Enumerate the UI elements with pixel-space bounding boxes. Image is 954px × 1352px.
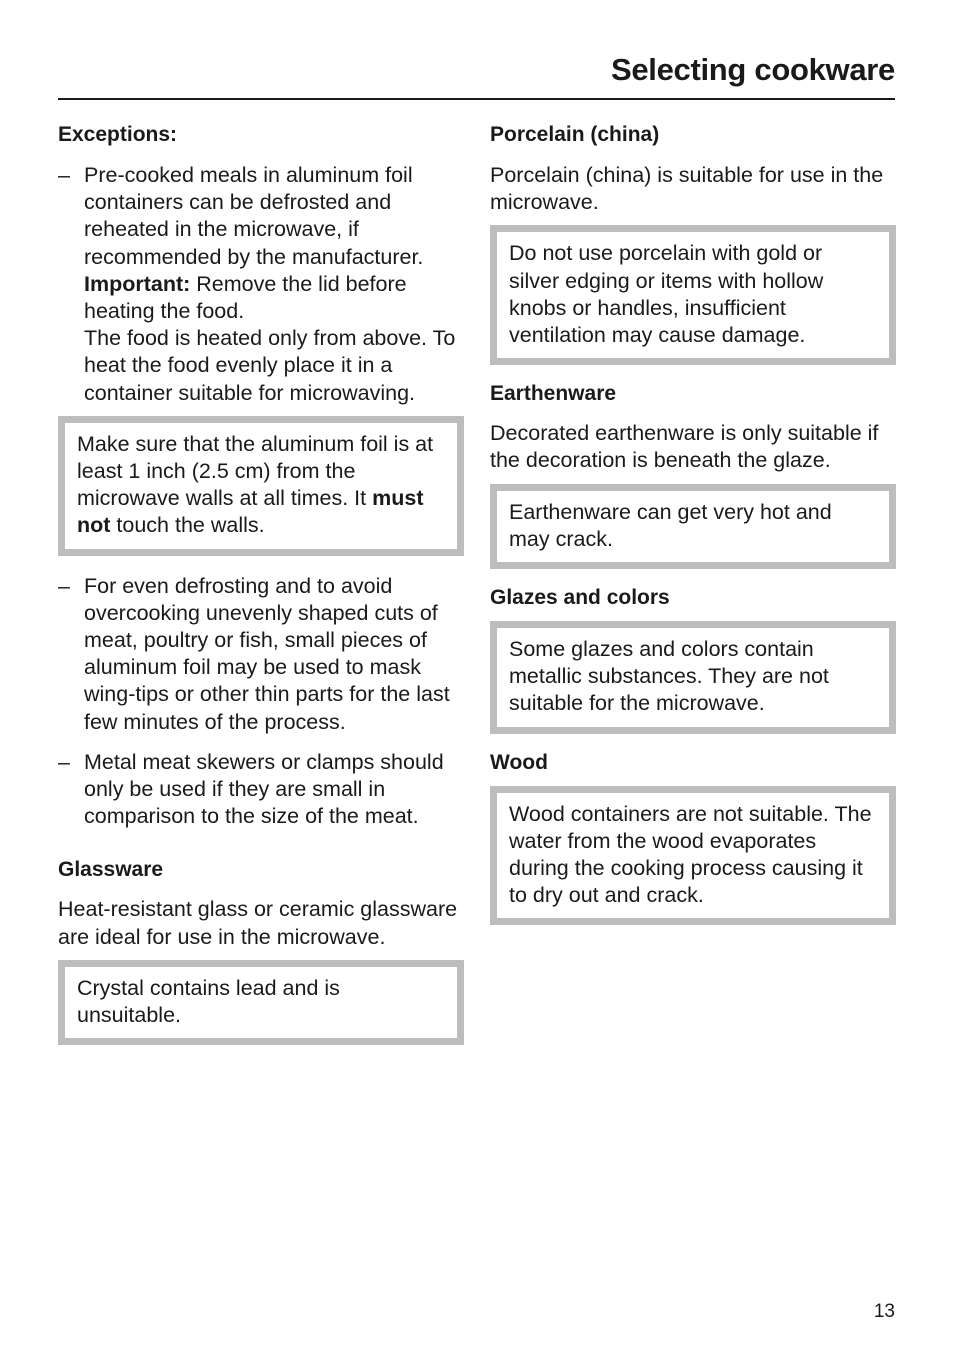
bullet-dash: – — [58, 749, 70, 774]
glassware-warning-box — [58, 960, 464, 1045]
note-text: Crystal contains lead and is unsuitable. — [77, 975, 340, 1028]
earthenware-warning-box — [490, 484, 896, 569]
exception-bullet-defrosting — [58, 573, 464, 736]
left-column — [58, 120, 464, 1045]
note-text: Do not use porcelain with gold or silver edging or items with hollow knobs or handles, insufficient ventilation may cause damage. — [509, 241, 824, 348]
earthenware-heading: Earthenware — [490, 382, 617, 406]
porcelain-text: Porcelain (china) is suitable for use in the microwave. — [490, 163, 884, 215]
note-emphasis: must not — [77, 486, 424, 538]
bullet-dash: – — [58, 573, 70, 598]
right-column — [490, 120, 896, 925]
porcelain-warning-box — [490, 225, 896, 365]
glassware-text: Heat-resistant glass or ceramic glassware are ideal for use in the microwave. — [58, 897, 458, 949]
glassware-heading: Glassware — [58, 858, 164, 882]
bullet-text: The food is heated only from above. To heat the food evenly place it in a container suitable for microwaving. — [84, 326, 456, 405]
wood-heading: Wood — [490, 750, 548, 774]
important-label: Important: — [84, 271, 191, 296]
note-text: Some glazes and colors contain metallic substances. They are not suitable for the microwave. — [509, 637, 829, 716]
earthenware-text: Decorated earthenware is only suitable if the decoration is beneath the glaze. — [490, 421, 879, 473]
page-title: Selecting cookware — [610, 52, 895, 87]
bullet-text: For even defrosting and to avoid overcooking unevenly shaped cuts of meat, poultry or fish, small pieces of aluminum foil may be used to mask wing-tips or other thin parts for the last few minutes of the process. — [84, 573, 450, 734]
note-text: Make sure that the aluminum foil is at least 1 inch (2.5 cm) from the microwave walls at all times. It — [77, 431, 434, 511]
note-text: Wood containers are not suitable. The water from the wood evaporates during the cooking process causing it to dry out and crack. — [509, 801, 872, 908]
bullet-text: Remove the lid before heating the food. — [84, 271, 407, 324]
exception-bullet-skewers — [58, 749, 464, 831]
title-divider — [58, 98, 895, 100]
bullet-text: Pre-cooked meals in aluminum foil containers can be defrosted and reheated in the microwave, if recommended by the manufacturer. — [84, 163, 424, 269]
aluminum-foil-warning-box — [58, 416, 464, 556]
note-text: Earthenware can get very hot and may crack. — [509, 499, 832, 551]
glazes-warning-box — [490, 621, 896, 734]
glazes-heading: Glazes and colors — [490, 586, 670, 610]
bullet-text: Metal meat skewers or clamps should only be used if they are small in comparison to the size of the meat. — [84, 749, 444, 829]
page-number: 13 — [873, 1301, 895, 1322]
wood-warning-box — [490, 786, 896, 926]
porcelain-heading: Porcelain (china) — [490, 123, 660, 146]
note-text: touch the walls. — [110, 513, 265, 538]
bullet-dash: – — [58, 163, 70, 187]
exceptions-heading: Exceptions: — [58, 123, 178, 146]
exception-bullet-foil-containers — [58, 162, 464, 407]
